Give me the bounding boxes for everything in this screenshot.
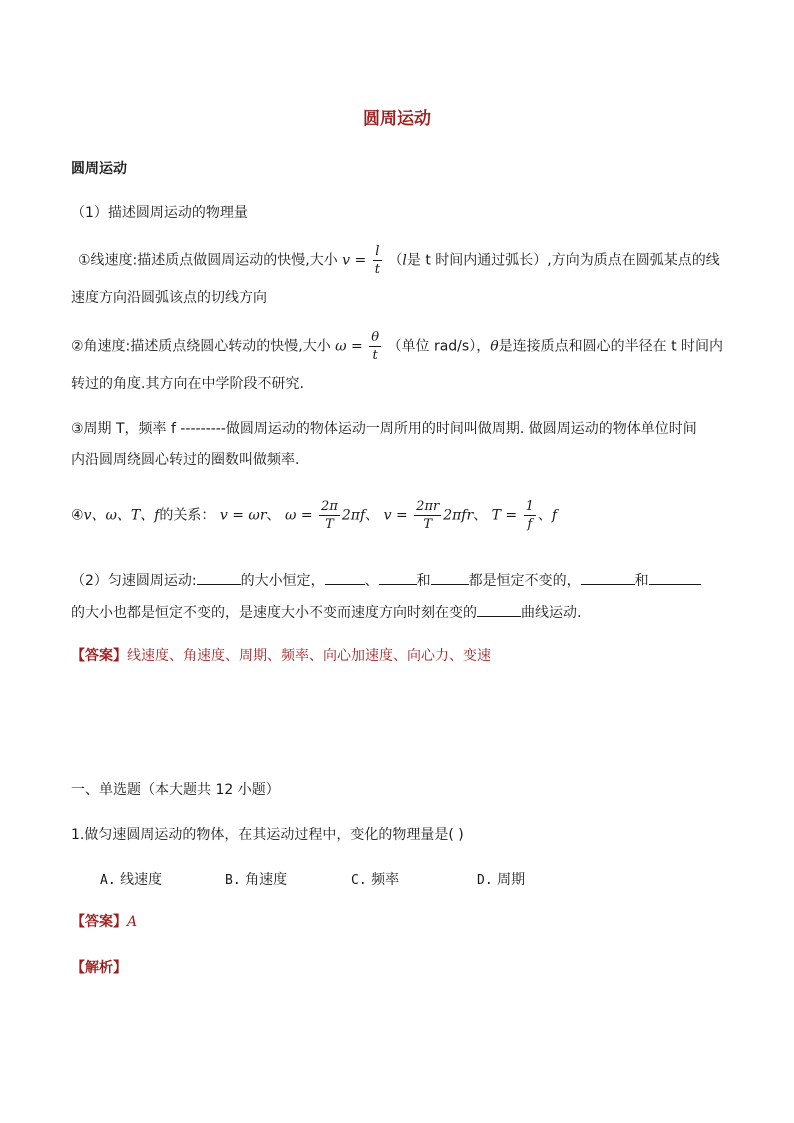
item2-line1 [71,329,723,364]
blank-4[interactable] [431,570,469,585]
item2-line2: 转过的角度.其方向在中学阶段不研究. [71,376,304,392]
item4-line [71,498,557,533]
item4-sep1: 、 [266,507,281,524]
blank-3[interactable] [379,570,417,585]
option-c-letter: C. [351,873,367,888]
blank-6[interactable] [649,570,701,585]
item4-formula1: v = ωr [219,507,267,524]
item4-fraction3 [414,498,441,533]
item3-line2: 内沿圆周绕圆心转过的圈数叫做频率. [71,452,300,468]
part2-line1 [71,570,701,591]
blank-1[interactable] [197,570,241,585]
item1-formula-lhs: v = [342,252,367,269]
item2-frac-den: t [372,348,378,363]
item3-line1: ③周期 T，频率 f ---------做圆周运动的物体运动一周所用的时间叫做周期. 做圆周运动的物体单位时间 [71,421,697,437]
part2-text-h: 曲线运动. [521,605,582,621]
item4-marker: ④ [71,507,84,524]
page-title: 圆周运动 [363,109,431,129]
option-b-letter: B. [225,873,241,888]
answer1-label: 【答案】 [71,648,127,664]
blank-7[interactable] [477,602,521,617]
item2-var: θ [490,338,499,355]
section-heading: 圆周运动 [71,161,127,177]
item2-formula-lhs: ω = [335,338,363,355]
option-c[interactable] [351,869,399,889]
option-a[interactable] [100,869,162,889]
part2-line2 [71,602,581,623]
question1-analysis-label: 【解析】 [71,960,127,976]
item4-frac4-num: 1 [525,499,534,514]
option-d[interactable] [477,869,525,889]
part2-text-e: 都是恒定不变的， [468,573,581,589]
item4-sep4: 、 [537,507,552,524]
item1-paren-open: （ [388,252,403,269]
option-b[interactable] [225,869,287,889]
part2-text-g: 的大小也都是恒定不变的，是速度大小不变而速度方向时刻在变的 [71,605,477,621]
item1-frac-num: l [373,243,382,261]
item4-formula4-tail: f [551,507,558,524]
item1-frac-den: t [374,262,380,277]
question1-answer [71,912,137,932]
item4-fraction2 [319,498,340,533]
item4-frac2-num: 2π [321,499,338,514]
blank-2[interactable] [325,570,365,585]
item2-text-b: （单位 rad/s）， [387,338,491,355]
item4-text-b: 的关系： [159,507,216,524]
item1-var: l [402,252,407,269]
item1-text-a: ①线速度:描述质点做圆周运动的快慢,大小 [78,252,338,269]
item4-sep3: 、 [473,507,488,524]
option-a-text: 线速度 [120,872,163,888]
item4-vars: v、ω、T、f [83,507,160,524]
item1-text-b: 是 t 时间内通过弧长）,方向为质点在圆弧某点的线 [406,252,720,269]
item4-fraction4 [524,498,536,533]
question1-analysis [71,958,127,978]
option-d-text: 周期 [497,872,526,888]
item4-formula2-tail: 2πf [341,507,366,524]
item2-text-c: 是连接质点和圆心的半径在 t 时间内 [498,338,724,355]
item1-line2: 速度方向沿圆弧该点的切线方向 [71,290,267,306]
answer1 [71,646,491,666]
item1-fraction [373,243,382,278]
item2-fraction [369,329,381,364]
item4-frac2-den: T [325,517,334,532]
option-b-text: 角速度 [245,872,288,888]
question1-stem: 1.做匀速圆周运动的物体，在其运动过程中，变化的物理量是( ) [71,827,464,843]
option-c-text: 频率 [371,872,400,888]
part2-text-b: 的大小恒定， [240,573,325,589]
part2-text-c: 、 [364,573,379,589]
item2-frac-num: θ [371,330,380,345]
part2-text-a: （2）匀速圆周运动: [71,573,197,589]
item4-formula3-lhs: v = [383,507,408,524]
item4-frac3-den: T [423,517,433,532]
option-d-letter: D. [477,873,493,888]
section2-heading: 一、单选题（本大题共 12 小题） [71,782,280,798]
item4-formula2-lhs: ω = [284,507,313,524]
item4-sep2: 、 [365,507,380,524]
item1-line1 [78,243,720,278]
item4-formula3-tail: 2πfr [443,507,474,524]
part2-text-f: 和 [634,573,649,589]
item4-formula4-lhs: T = [491,507,518,524]
item2-text-a: ②角速度:描述质点绕圆心转动的快慢,大小 [71,338,331,355]
blank-5[interactable] [581,570,635,585]
question1-answer-value: A [127,914,138,930]
item4-frac3-num: 2πr [416,499,440,514]
part2-text-d: 和 [416,573,431,589]
question1-answer-label: 【答案】 [71,914,127,930]
item4-frac4-den: f [527,517,533,532]
part1-heading: （1）描述圆周运动的物理量 [71,205,248,221]
answer1-text: 线速度、角速度、周期、频率、向心加速度、向心力、变速 [127,648,491,664]
option-a-letter: A. [100,873,116,888]
